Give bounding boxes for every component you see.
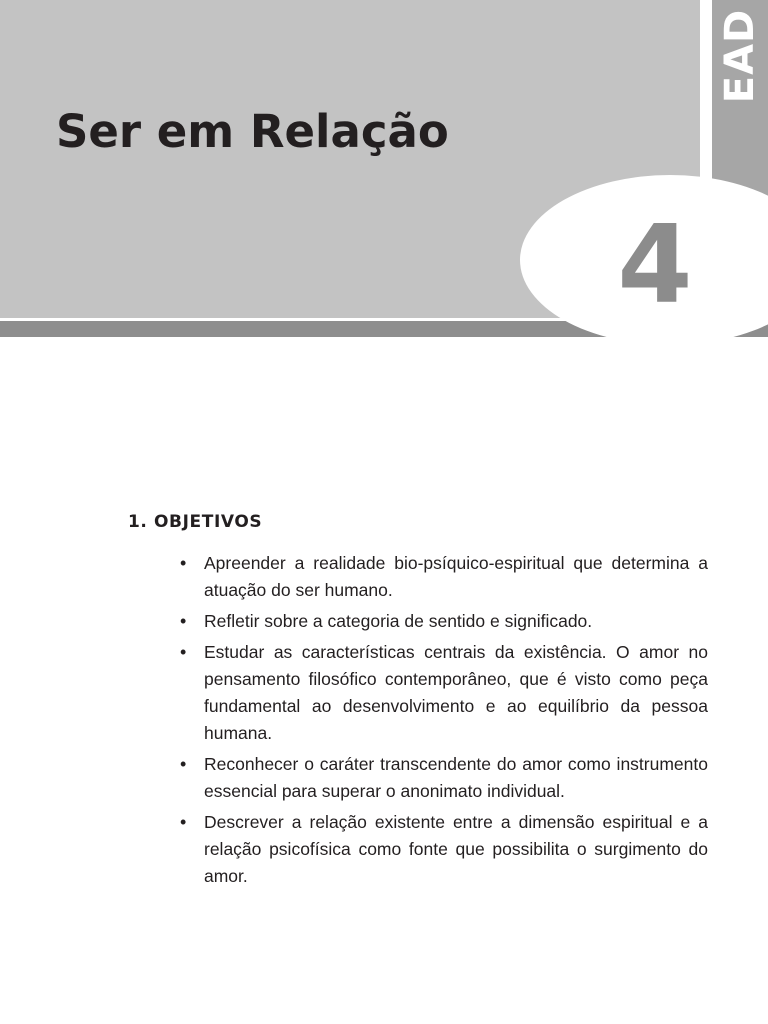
objectives-section [128, 508, 708, 894]
objective-text: Refletir sobre a categoria de sentido e significado. [204, 611, 593, 631]
bullet-icon: • [180, 642, 187, 662]
side-tab-label-wrapper [712, 0, 768, 112]
objective-text: Descrever a relação existente entre a dimensão espiritual e a relação psicofísica como fonte que possibilita o surgimento do amor. [204, 812, 708, 886]
side-tab-label: EAD [717, 8, 764, 104]
objective-item [128, 809, 708, 890]
objective-item [128, 550, 708, 604]
page-title: Ser em Relação [56, 105, 449, 158]
objectives-list [128, 550, 708, 890]
bullet-icon: • [180, 553, 187, 573]
section-heading: 1. OBJETIVOS [128, 512, 263, 532]
objective-item [128, 751, 708, 805]
bullet-icon: • [180, 812, 187, 832]
objective-item [128, 639, 708, 747]
bullet-icon: • [180, 754, 187, 774]
objective-text: Estudar as características centrais da existência. O amor no pensamento filosófico contemporâneo, que é visto como peça fundamental ao desenvolvimento e ao equilíbrio da pessoa humana. [204, 642, 708, 743]
chapter-number: 4 [617, 203, 693, 328]
objective-text: Apreender a realidade bio-psíquico-espiritual que determina a atuação do ser humano. [204, 553, 708, 600]
objective-text: Reconhecer o caráter transcendente do amor como instrumento essencial para superar o anonimato individual. [204, 754, 708, 801]
bullet-icon: • [180, 611, 187, 631]
objective-item [128, 608, 708, 635]
